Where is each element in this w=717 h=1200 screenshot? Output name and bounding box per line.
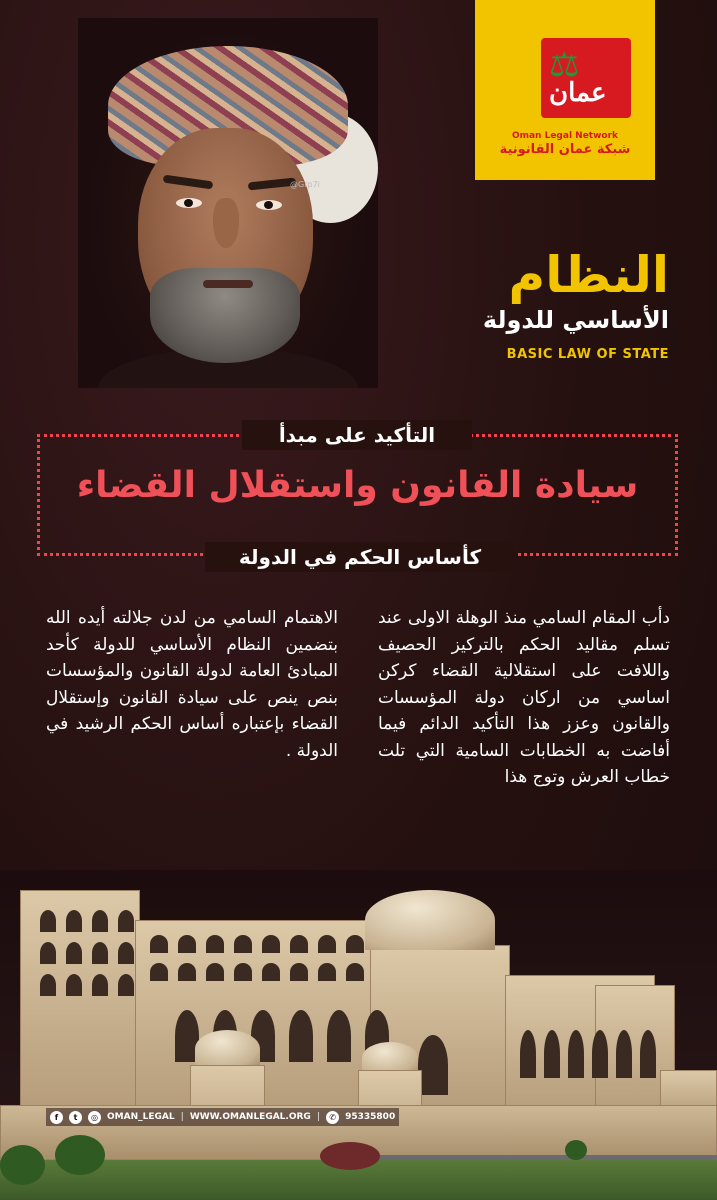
page-subtitle: الأساسي للدولة [482, 306, 669, 334]
flower-bed [320, 1142, 380, 1170]
frame-bottom-label: كأساس الحكم في الدولة [205, 542, 515, 572]
portrait-nose [213, 198, 239, 248]
right-wing-arches [520, 1030, 656, 1078]
footer-separator: | [180, 1112, 184, 1122]
phone-number[interactable]: 95335800 [345, 1112, 396, 1122]
portrait-eye-left [176, 198, 202, 208]
portrait-image [78, 18, 378, 388]
instagram-icon[interactable]: ◎ [88, 1111, 101, 1124]
body-text-right-column: دأب المقام السامي منذ الوهلة الاولى عند تسلم مقاليد الحكم بالتركيز الحصيف واللافت على استقلالية القضاء كركن اساسي من اركان دولة المؤسسات والقانون وعزز هذا التأكيد الدائم فيما أفاضت به الخطابات السامية التي تلت خطاب العرش وتوج هذا [378, 608, 670, 787]
scales-of-justice-icon: ⚖ [549, 45, 580, 85]
page-title: النظام [508, 246, 669, 304]
logo-name-ar: شبكة عمان القانونية [499, 142, 631, 157]
front-pavilion-dome-left [195, 1030, 260, 1068]
left-tower-windows [40, 910, 134, 996]
oman-legal-logo-icon [541, 38, 631, 118]
whatsapp-icon[interactable]: ✆ [326, 1111, 339, 1124]
frame-top-label: التأكيد على مبدأ [242, 420, 472, 450]
portrait-credit: @Grp7i [290, 180, 320, 189]
contact-footer [46, 1108, 399, 1126]
portrait-eye-right [256, 200, 282, 210]
left-wing-windows [150, 935, 364, 981]
website-link[interactable]: WWW.OMANLEGAL.ORG [189, 1112, 311, 1122]
shrub [565, 1140, 587, 1160]
logo-glyph: عمان [549, 78, 607, 108]
center-arch-door [418, 1035, 448, 1095]
tree [55, 1135, 105, 1175]
frame-main-heading: سيادة القانون واستقلال القضاء [76, 465, 639, 506]
facebook-icon[interactable]: f [50, 1111, 63, 1124]
footer-separator: | [316, 1112, 321, 1122]
body-text-left-column: الاهتمام السامي من لدن جلالته أيده الله بتضمين النظام الأساسي للدولة كأحد المبادئ العامة لدولة القانون والمؤسسات بنص ينص على سيادة القانون وإستقلال القضاء بإعتباره أساس الحكم الرشيد في الدولة . [46, 608, 338, 761]
social-handle[interactable]: OMAN_LEGAL [107, 1112, 175, 1122]
tree [0, 1145, 45, 1185]
building-main-dome [365, 890, 495, 950]
twitter-icon[interactable]: t [69, 1111, 82, 1124]
logo-name-en: Oman Legal Network [511, 131, 619, 141]
page-title-en: BASIC LAW OF STATE [506, 347, 669, 362]
portrait-mouth [203, 280, 253, 288]
